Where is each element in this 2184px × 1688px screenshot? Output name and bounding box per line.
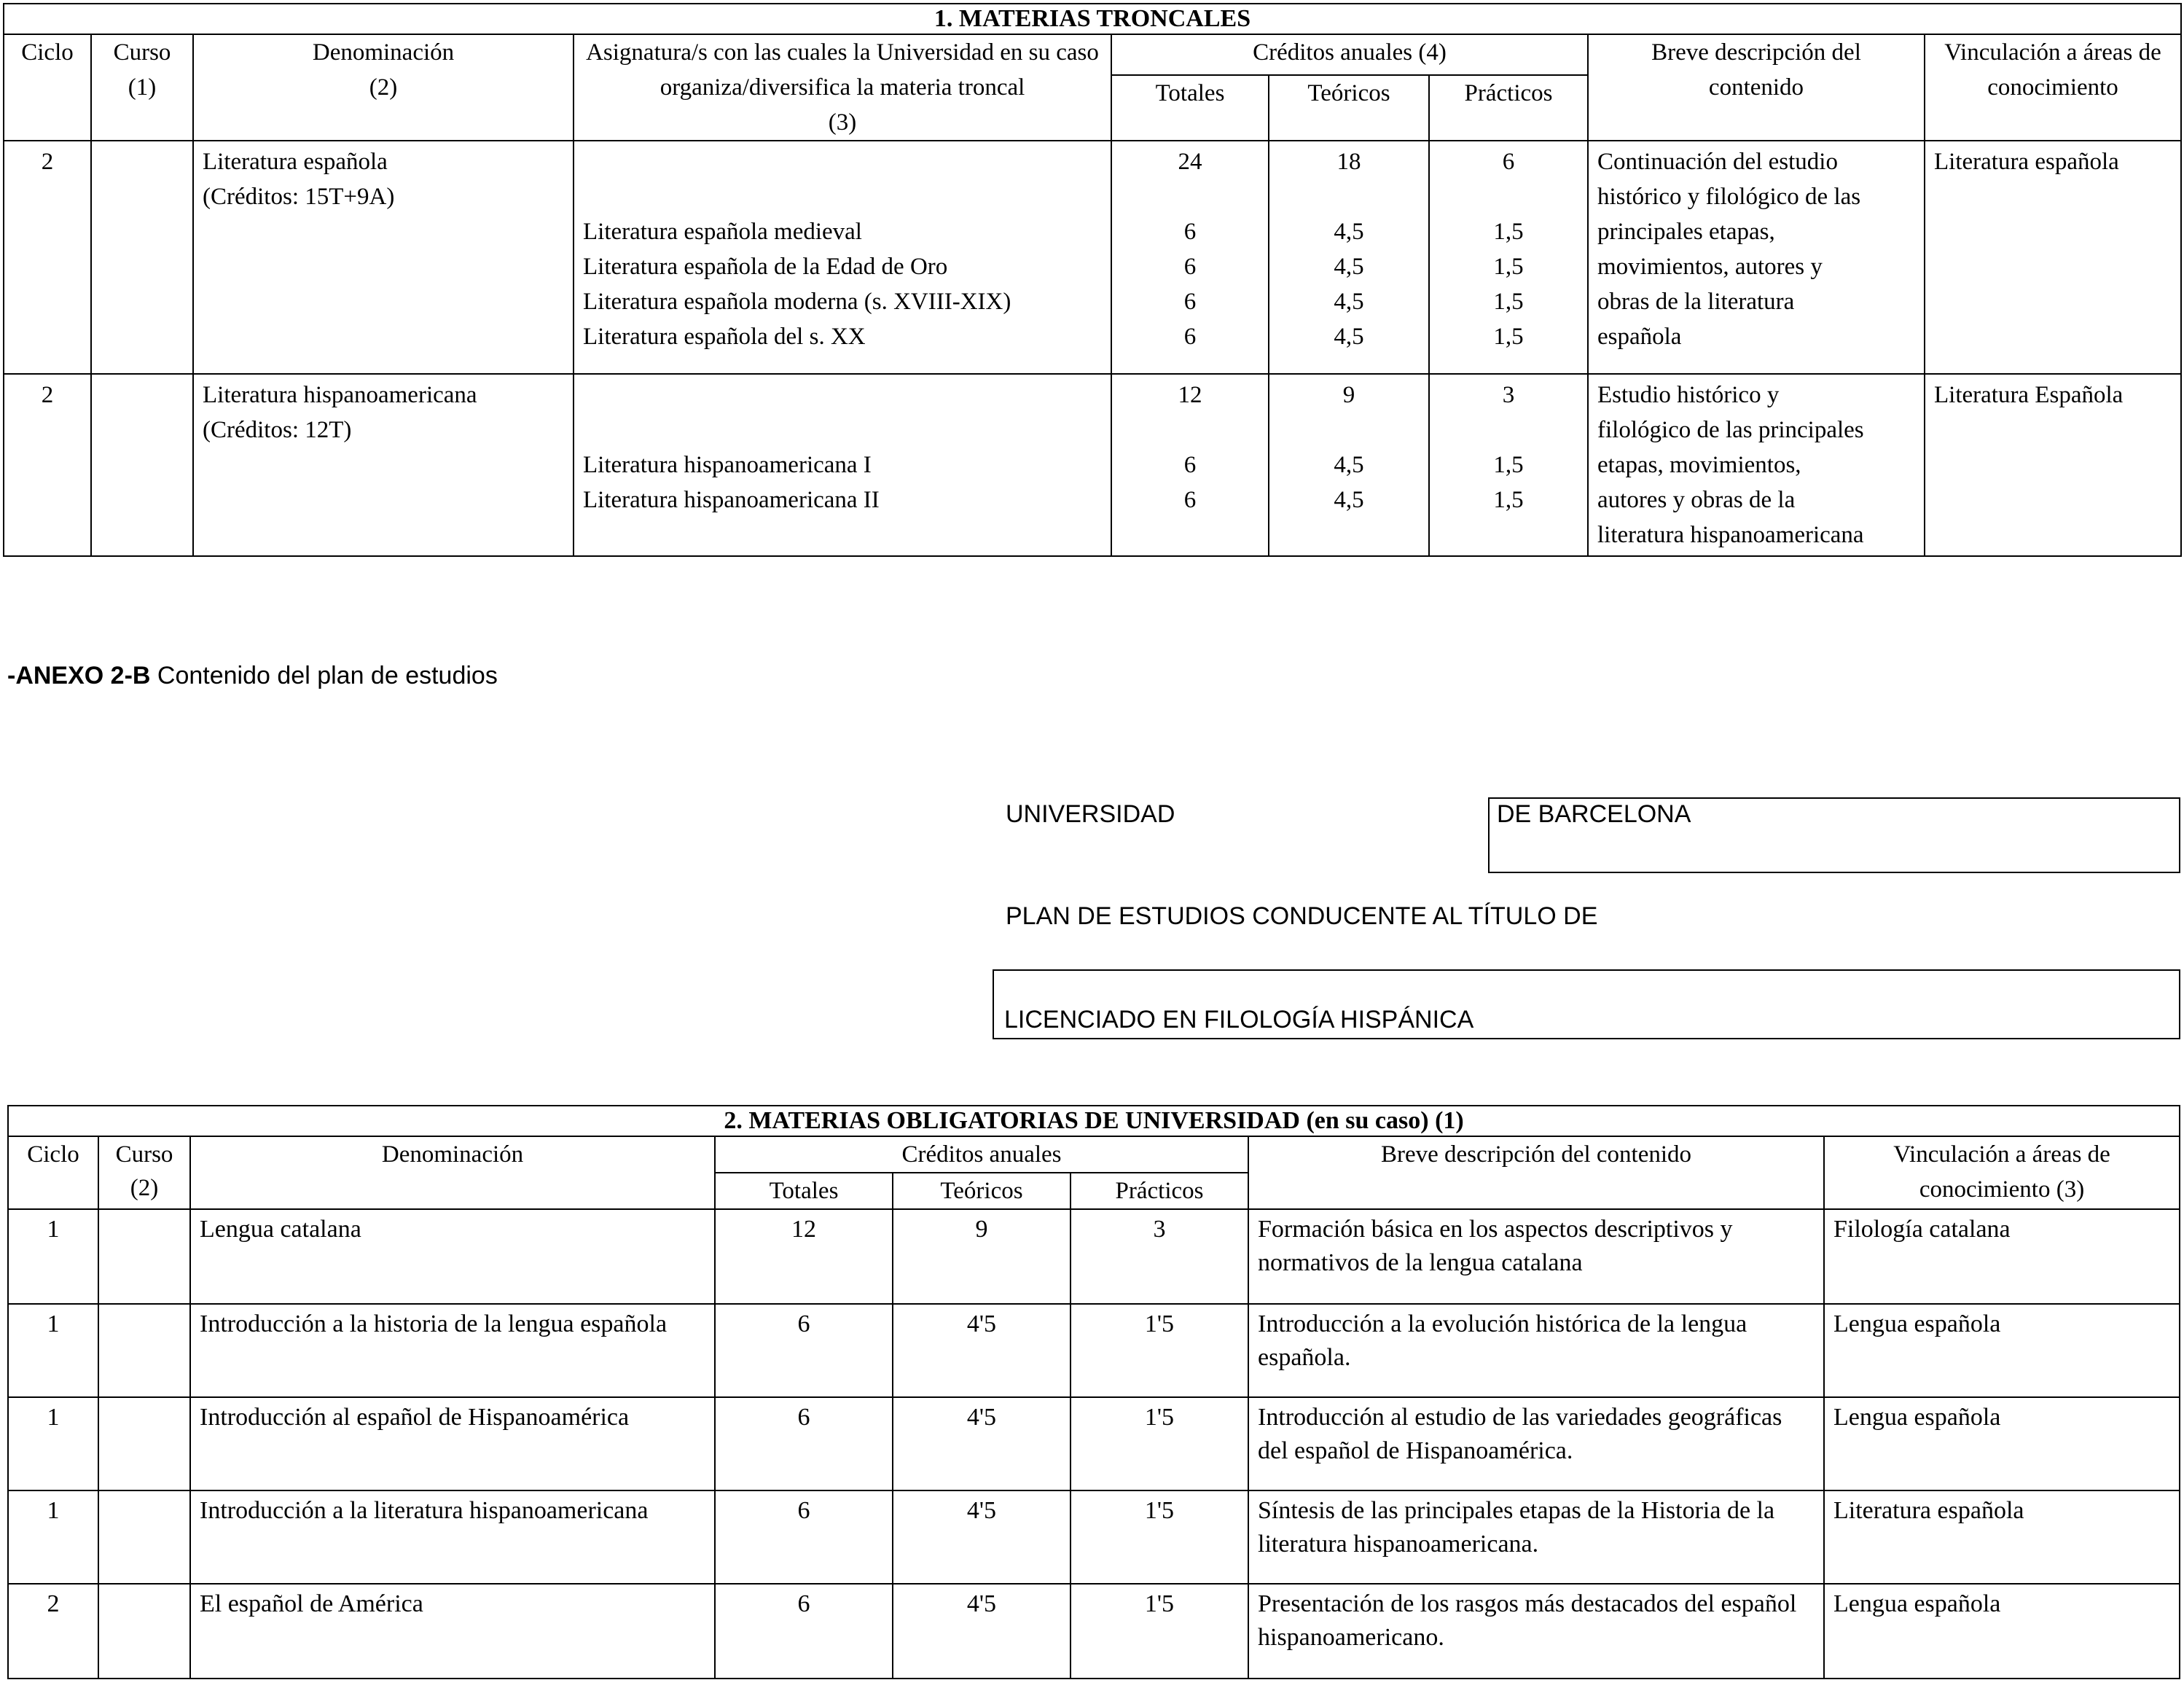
- plan-label: PLAN DE ESTUDIOS CONDUCENTE AL TÍTULO DE: [1006, 902, 1598, 930]
- curso-cell: [98, 1304, 190, 1397]
- universidad-field: DE BARCELONA: [1488, 797, 2180, 873]
- denominacion-cell: Introducción a la literatura hispanoamericana: [190, 1490, 715, 1584]
- table-row: [8, 1397, 2180, 1490]
- header-ciclo: Ciclo: [4, 34, 91, 141]
- table-row: [8, 1584, 2180, 1679]
- curso-cell: [91, 141, 193, 374]
- teoricos-cell: 4'5: [893, 1584, 1071, 1679]
- descripcion-cell: Introducción a la evolución histórica de la lengua española.: [1248, 1304, 1824, 1397]
- teoricos-cell: 18 4,5 4,5 4,5 4,5: [1269, 141, 1429, 374]
- table-row: [4, 141, 2181, 374]
- teoricos-cell: 4'5: [893, 1304, 1071, 1397]
- practicos-cell: 1'5: [1071, 1490, 1248, 1584]
- practicos-cell: 1'5: [1071, 1304, 1248, 1397]
- table-row: [8, 1304, 2180, 1397]
- header-totales: Totales: [1111, 75, 1269, 141]
- table-row: [8, 1490, 2180, 1584]
- header-asignaturas: Asignatura/s con las cuales la Universidad en su caso organiza/diversifica la materia troncal (3): [574, 34, 1111, 141]
- practicos-cell: 3: [1071, 1209, 1248, 1304]
- practicos-cell: 6 1,5 1,5 1,5 1,5: [1429, 141, 1588, 374]
- denominacion-cell: El español de América: [190, 1584, 715, 1679]
- curso-cell: [98, 1397, 190, 1490]
- asignaturas-cell: Literatura española medieval Literatura española de la Edad de Oro Literatura española moderna (s. XVIII-XIX) Literatura española del s. XX: [574, 141, 1111, 374]
- descripcion-cell: Formación básica en los aspectos descriptivos y normativos de la lengua catalana: [1248, 1209, 1824, 1304]
- header-vinculacion: Vinculación a áreas de conocimiento: [1925, 34, 2181, 141]
- annex-text: Contenido del plan de estudios: [157, 662, 498, 689]
- ciclo-cell: 1: [8, 1490, 98, 1584]
- curso-cell: [98, 1584, 190, 1679]
- ciclo-cell: 2: [4, 374, 91, 556]
- materias-obligatorias-table: [7, 1105, 2180, 1679]
- ciclo-cell: 2: [8, 1584, 98, 1679]
- teoricos-cell: 4'5: [893, 1490, 1071, 1584]
- header-creditos: Créditos anuales (4): [1111, 34, 1588, 75]
- header-curso: Curso (1): [91, 34, 193, 141]
- annex-heading: [7, 662, 498, 690]
- ciclo-cell: 2: [4, 141, 91, 374]
- ciclo-cell: 1: [8, 1397, 98, 1490]
- header-denominacion: Denominación (2): [193, 34, 574, 141]
- header-teoricos: Teóricos: [893, 1173, 1071, 1209]
- vinculacion-cell: Filología catalana: [1824, 1209, 2180, 1304]
- header-vinculacion: Vinculación a áreas de conocimiento (3): [1824, 1136, 2180, 1209]
- header-descripcion: Breve descripción del contenido: [1248, 1136, 1824, 1209]
- titulo-field: LICENCIADO EN FILOLOGÍA HISPÁNICA: [993, 969, 2180, 1039]
- curso-cell: [98, 1209, 190, 1304]
- vinculacion-cell: Lengua española: [1824, 1304, 2180, 1397]
- asignaturas-cell: Literatura hispanoamericana I Literatura hispanoamericana II: [574, 374, 1111, 556]
- denominacion-cell: Literatura española (Créditos: 15T+9A): [193, 141, 574, 374]
- header-practicos: Prácticos: [1429, 75, 1588, 141]
- practicos-cell: 1'5: [1071, 1397, 1248, 1490]
- vinculacion-cell: Literatura Española: [1925, 374, 2181, 556]
- header-ciclo: Ciclo: [8, 1136, 98, 1209]
- teoricos-cell: 9 4,5 4,5: [1269, 374, 1429, 556]
- teoricos-cell: 4'5: [893, 1397, 1071, 1490]
- header-totales: Totales: [715, 1173, 893, 1209]
- descripcion-cell: Estudio histórico y filológico de las principales etapas, movimientos, autores y obras de la literatura hispanoamericana: [1588, 374, 1925, 556]
- vinculacion-cell: Literatura española: [1824, 1490, 2180, 1584]
- denominacion-cell: Literatura hispanoamericana (Créditos: 12T): [193, 374, 574, 556]
- descripcion-cell: Introducción al estudio de las variedades geográficas del español de Hispanoamérica.: [1248, 1397, 1824, 1490]
- header-teoricos: Teóricos: [1269, 75, 1429, 141]
- header-denominacion: Denominación: [190, 1136, 715, 1209]
- totales-cell: 6: [715, 1490, 893, 1584]
- totales-cell: 6: [715, 1397, 893, 1490]
- vinculacion-cell: Lengua española: [1824, 1584, 2180, 1679]
- totales-cell: 6: [715, 1304, 893, 1397]
- header-curso: Curso (2): [98, 1136, 190, 1209]
- table-caption: 1. MATERIAS TRONCALES: [4, 4, 2181, 34]
- totales-cell: 24 6 6 6 6: [1111, 141, 1269, 374]
- materias-troncales-table: [3, 3, 2182, 557]
- descripcion-cell: Presentación de los rasgos más destacados del español hispanoamericano.: [1248, 1584, 1824, 1679]
- practicos-cell: 1'5: [1071, 1584, 1248, 1679]
- vinculacion-cell: Literatura española: [1925, 141, 2181, 374]
- ciclo-cell: 1: [8, 1209, 98, 1304]
- totales-cell: 12: [715, 1209, 893, 1304]
- denominacion-cell: Lengua catalana: [190, 1209, 715, 1304]
- descripcion-cell: Síntesis de las principales etapas de la Historia de la literatura hispanoamericana.: [1248, 1490, 1824, 1584]
- teoricos-cell: 9: [893, 1209, 1071, 1304]
- header-practicos: Prácticos: [1071, 1173, 1248, 1209]
- universidad-label: UNIVERSIDAD: [1006, 800, 1175, 828]
- annex-prefix: -ANEXO 2-B: [7, 662, 151, 689]
- header-creditos: Créditos anuales: [715, 1136, 1248, 1173]
- table-caption: 2. MATERIAS OBLIGATORIAS DE UNIVERSIDAD (en su caso) (1): [8, 1106, 2180, 1136]
- practicos-cell: 3 1,5 1,5: [1429, 374, 1588, 556]
- ciclo-cell: 1: [8, 1304, 98, 1397]
- denominacion-cell: Introducción a la historia de la lengua española: [190, 1304, 715, 1397]
- descripcion-cell: Continuación del estudio histórico y filológico de las principales etapas, movimientos, autores y obras de la literatura española: [1588, 141, 1925, 374]
- header-descripcion: Breve descripción del contenido: [1588, 34, 1925, 141]
- curso-cell: [98, 1490, 190, 1584]
- totales-cell: 6: [715, 1584, 893, 1679]
- curso-cell: [91, 374, 193, 556]
- table-row: [4, 374, 2181, 556]
- table-row: [8, 1209, 2180, 1304]
- totales-cell: 12 6 6: [1111, 374, 1269, 556]
- denominacion-cell: Introducción al español de Hispanoamérica: [190, 1397, 715, 1490]
- vinculacion-cell: Lengua española: [1824, 1397, 2180, 1490]
